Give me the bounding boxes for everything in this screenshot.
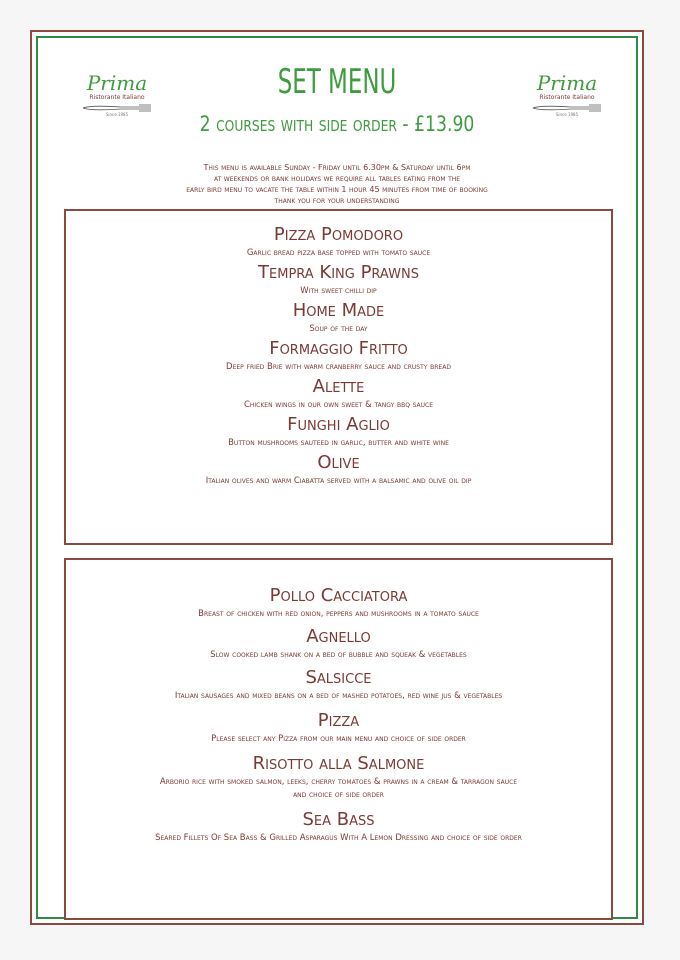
menu-header (32, 42, 642, 207)
item-description-continued: and choice of side order (293, 790, 384, 800)
item-description: Italian sausages and mixed beans on a bed of mashed potatoes, red wine jus & vegetables (174, 691, 503, 701)
item-description: Arborio rice with smoked salmon, leeks, cherry tomatoes & prawns in a cream & tarragon sauce (159, 777, 518, 787)
item-description: Garlic bread pizza base topped with tomato sauce (246, 248, 431, 258)
logo-since: Since 1985 (555, 112, 579, 117)
item-name: Sea Bass (302, 809, 375, 830)
item-description: Soup of the day (309, 324, 368, 334)
menu-price-line: 2 courses with side order - £13.90 (199, 112, 475, 136)
item-description: Italian olives and warm Ciabatta served with a balsamic and olive oil dip (205, 476, 472, 486)
item-name: Agnello (306, 626, 371, 647)
item-description: Chicken wings in our own sweet & tangy bbq sauce (243, 400, 434, 410)
logo-subtitle: Ristorante Italiano (89, 94, 145, 101)
starters-list (66, 211, 611, 488)
item-description: Slow cooked lamb shank on a bed of bubble and squeak & vegetables (210, 650, 467, 660)
starters-box (64, 209, 613, 545)
prima-logo-right (522, 72, 612, 134)
menu-item (66, 299, 611, 336)
logo-since: Since 1985 (105, 112, 129, 117)
menu-item (66, 666, 611, 703)
mains-box (64, 558, 613, 920)
logo-script: Prima (536, 71, 598, 95)
menu-item (66, 261, 611, 298)
item-name: Formaggio Fritto (269, 338, 408, 359)
item-name: Funghi Aglio (287, 414, 390, 435)
menu-item (66, 413, 611, 450)
menu-item (66, 451, 611, 488)
item-name: Alette (312, 376, 365, 397)
logo-script: Prima (86, 71, 148, 95)
menu-item (66, 337, 611, 374)
item-name: Pizza Pomodoro (273, 224, 404, 245)
menu-item (66, 808, 611, 845)
logo-subtitle: Ristorante Italiano (539, 94, 595, 101)
menu-item (66, 709, 611, 746)
item-name: Home Made (292, 300, 385, 321)
fork-icon (81, 104, 153, 112)
menu-item (66, 625, 611, 662)
item-name: Pizza (317, 710, 360, 731)
page-title: SET MENU (277, 62, 397, 102)
note-line: at weekends or bank holidays we require all tables eating from the (213, 174, 461, 183)
menu-item (66, 375, 611, 412)
fork-icon (531, 104, 603, 112)
item-description: Please select any Pizza from our main menu and choice of side order (211, 734, 466, 744)
item-description: With sweet chilli dip (300, 286, 377, 296)
item-name: Pollo Cacciatora (269, 585, 408, 606)
item-name: Salsicce (305, 667, 372, 688)
menu-sheet (30, 30, 644, 925)
item-name: Tempra King Prawns (258, 262, 419, 283)
mains-list (66, 560, 611, 845)
note-line: This menu is available Sunday - Friday until 6.30pm & Saturday until 6pm (203, 163, 471, 172)
item-description: Button mushrooms sauteed in garlic, butter and white wine (228, 438, 449, 448)
menu-item (66, 223, 611, 260)
item-description: Deep fried Brie with warm cranberry sauce and crusty bread (226, 362, 451, 372)
note-line: thank you for your understanding (274, 196, 400, 205)
availability-notes (112, 162, 562, 206)
menu-item (66, 584, 611, 621)
menu-item (66, 752, 611, 802)
item-description: Seared Fillets Of Sea Bass & Grilled Asparagus With A Lemon Dressing and choice of side order (155, 833, 522, 843)
item-name: Olive (317, 452, 360, 473)
item-description: Breast of chicken with red onion, peppers and mushrooms in a tomato sauce (198, 609, 479, 619)
note-line: early bird menu to vacate the table within 1 hour 45 minutes from time of booking (186, 185, 488, 194)
item-name: Risotto alla Salmone (252, 753, 425, 774)
